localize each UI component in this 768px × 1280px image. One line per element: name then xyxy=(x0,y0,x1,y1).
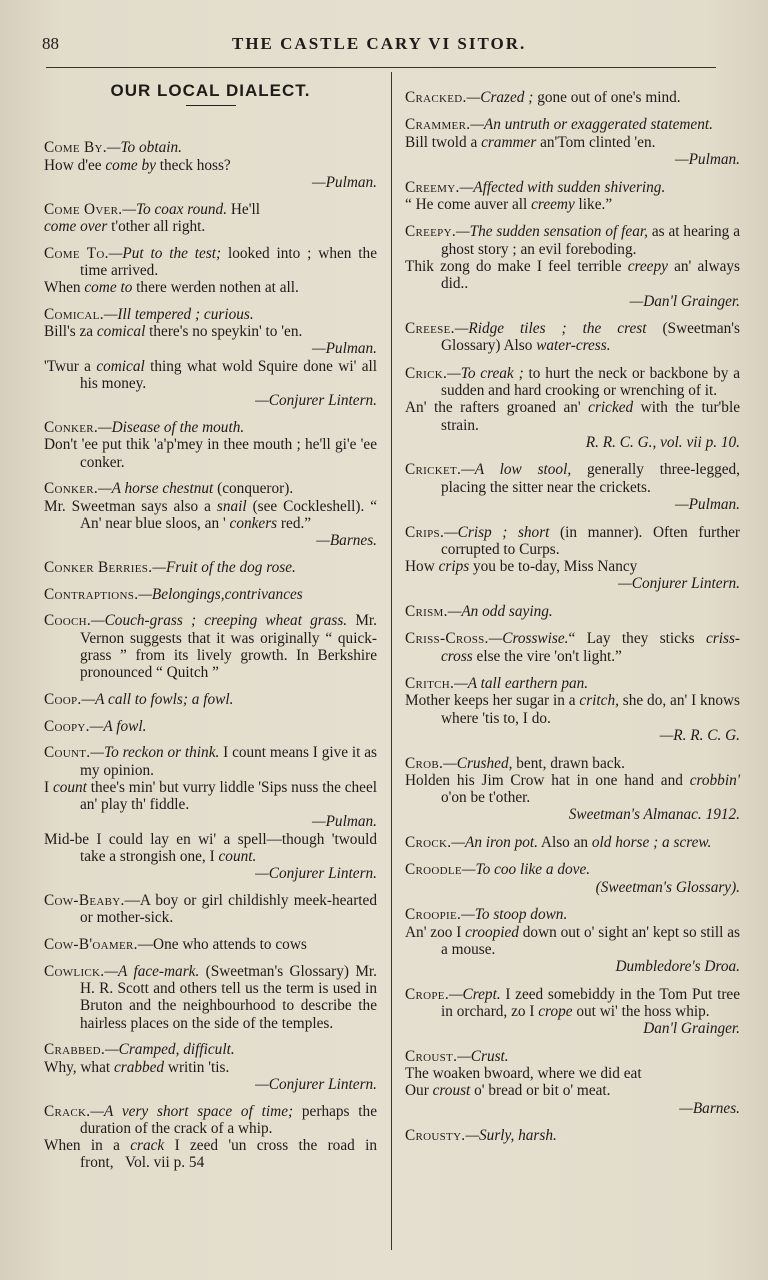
example-text: Thik zong do make I feel terrible xyxy=(405,257,628,275)
entry-citation: Dumbledore's Droa. xyxy=(615,958,740,976)
entry-headword: Crammer. xyxy=(405,116,471,134)
entry-citation: —Barnes. xyxy=(316,532,377,550)
entry-headword: Cracked. xyxy=(405,89,467,106)
example-italic: crammer xyxy=(481,133,537,151)
entry-citation: —Conjurer Lintern. xyxy=(255,1075,377,1093)
entry-citation: Dan'l Grainger. xyxy=(643,1020,740,1038)
entry-citation: —Pulman. xyxy=(311,813,377,831)
entry-note: —A boy or girl childishly meek-hearted or mother-sick. xyxy=(80,891,377,927)
entry-note: (Sweetman's Glossary) Mr. H. R. Scott and others tell us the term is used in Bruton and the neighbourhood to describe the hairless places on the side of the temples. xyxy=(80,962,377,1032)
entry-note: generally three-legged, placing the sitter near the crickets. xyxy=(441,461,740,496)
example-text: Our xyxy=(405,1082,433,1100)
example-text: like.” xyxy=(574,195,613,213)
example-text: thee's min' but vurry liddle 'Sips nuss the cheel an' play th' fiddle. xyxy=(80,778,377,814)
entry-definition: —Ridge tiles ; the crest xyxy=(454,320,647,338)
entry-example xyxy=(405,1064,740,1082)
entry-note-italic: water-cress. xyxy=(536,337,611,355)
entry-headword: Conker. xyxy=(44,419,99,437)
example-italic: comical xyxy=(96,323,146,341)
example-italic: crabbed xyxy=(113,1058,165,1076)
example-italic: crips xyxy=(438,558,470,576)
entry-note: I count means I give it as my opinion. xyxy=(80,744,377,779)
entry-example xyxy=(44,156,377,174)
example-text: there werden nothen at all. xyxy=(132,279,299,297)
entry-example xyxy=(44,1058,377,1076)
example-text: Mid-be I could lay en wi' a spell—though 'twould take a strongish one, I xyxy=(44,830,377,865)
dictionary-entry-crack xyxy=(44,1103,377,1172)
entry-example xyxy=(44,497,377,533)
entry-definition: —Fruit of the dog rose. xyxy=(152,558,296,576)
dictionary-entry-crousty xyxy=(405,1127,740,1144)
entry-definition: —To creak ; xyxy=(447,364,524,382)
entry-definition: —Put to the test; xyxy=(108,244,222,262)
dictionary-entry-croopie xyxy=(405,906,740,975)
left-column xyxy=(44,80,377,1181)
entry-note-italic: old horse ; a screw. xyxy=(591,833,712,851)
dictionary-entry-cowlick xyxy=(44,963,377,1032)
example-text: The woaken bwoard, where we did eat xyxy=(405,1064,642,1082)
entry-headword: Come To. xyxy=(44,244,109,262)
dictionary-entry-croodle xyxy=(405,861,740,896)
example-text: Mother keeps her sugar in a xyxy=(405,692,580,710)
entry-citation: —Pulman. xyxy=(674,496,740,514)
left-entries xyxy=(44,139,377,1171)
dictionary-entry-come-by xyxy=(44,139,377,191)
example-text: Mr. Sweetman says also a xyxy=(44,497,217,515)
entry-example xyxy=(44,778,377,814)
page-header xyxy=(42,30,716,60)
example-text: (see Cockleshell). “ An' near blue sloos, an ' xyxy=(80,497,377,532)
entry-citation: —Conjurer Lintern. xyxy=(255,865,377,883)
example-italic: critch, xyxy=(579,692,619,710)
dictionary-entry-count xyxy=(44,744,377,882)
entry-headword: Cricket. xyxy=(405,461,462,479)
entry-example xyxy=(405,923,740,959)
dictionary-entry-creese xyxy=(405,320,740,355)
page-number: 88 xyxy=(42,34,59,53)
dictionary-entry-come-over xyxy=(44,201,377,236)
entry-example xyxy=(44,436,377,471)
entry-headword: Conker. xyxy=(44,480,99,498)
dictionary-entry-cooch xyxy=(44,612,377,681)
dictionary-entry-crabbed xyxy=(44,1041,377,1093)
example-text: 'Twur a xyxy=(44,357,97,375)
dictionary-entry-crock xyxy=(405,834,740,851)
entry-definition: —Crept. xyxy=(448,985,501,1003)
entry-note: He'll xyxy=(227,200,260,218)
header-rule xyxy=(46,67,716,68)
example-text: you be to-day, Miss Nancy xyxy=(469,558,638,576)
entry-definition: —To coo like a dove. xyxy=(461,861,591,879)
example-text: with the tur'ble strain. xyxy=(441,399,740,434)
entry-headword: Count. xyxy=(44,744,91,762)
example-text: Bill's za xyxy=(44,323,97,341)
entry-definition: —Crazed ; xyxy=(466,89,534,106)
entry-citation: —Dan'l Grainger. xyxy=(629,292,740,310)
entry-example xyxy=(405,257,740,293)
dictionary-entry-crope xyxy=(405,986,740,1038)
entry-note: Also an xyxy=(537,833,592,851)
example-text: How d'ee xyxy=(44,156,106,174)
dictionary-entry-creemy xyxy=(405,179,740,214)
example-italic: conkers xyxy=(229,514,278,532)
entry-headword: Creemy. xyxy=(405,178,460,196)
dictionary-entry-croust xyxy=(405,1048,740,1117)
example-italic: creemy xyxy=(531,195,575,213)
entry-definition: —To reckon or think. xyxy=(90,744,220,762)
dictionary-entry-crism xyxy=(405,603,740,620)
dictionary-entry-cracked xyxy=(405,89,740,106)
entry-definition: —A very short space of time; xyxy=(90,1102,294,1120)
dictionary-entry-comical xyxy=(44,306,377,410)
entry-headword: Crock. xyxy=(405,833,452,851)
entry-definition: —A face-mark. xyxy=(104,962,200,980)
entry-headword: Croust. xyxy=(405,1047,458,1065)
example-text: o'on be t'other. xyxy=(441,789,531,807)
example-text: t'other all right. xyxy=(107,217,206,235)
entry-headword: Cow-B'oamer. xyxy=(44,935,138,953)
example-text: an'Tom clinted 'en. xyxy=(536,133,656,151)
example-text: red.” xyxy=(277,514,312,532)
example-text: Don't 'ee put thik 'a'p'mey in thee mouth ; he'll gi'e 'ee conker. xyxy=(44,436,377,471)
entry-headword: Comical. xyxy=(44,305,104,323)
entry-note: perhaps the duration of the crack of a whip. xyxy=(80,1102,377,1137)
entry-definition: —An odd saying. xyxy=(447,602,553,620)
dictionary-entry-cow-boamer xyxy=(44,936,377,953)
dictionary-entry-contraptions xyxy=(44,586,377,603)
entry-headword: Conker Berries. xyxy=(44,558,153,576)
right-column xyxy=(405,89,740,1155)
entry-headword: Criss-Cross. xyxy=(405,630,489,648)
entry-note: looked into ; when the time arrived. xyxy=(80,244,377,279)
entry-headword: Creese. xyxy=(405,320,455,338)
entry-definition: —Surly, harsh. xyxy=(465,1127,557,1145)
entry-example xyxy=(44,279,377,297)
entry-citation: R. R. C. G., vol. vii p. 10. xyxy=(585,433,740,451)
entry-example xyxy=(44,357,377,393)
example-italic: cricked xyxy=(588,399,634,417)
entry-note: (Sweetman's Glossary) Also xyxy=(441,320,740,355)
entry-headword: Coopy. xyxy=(44,717,90,735)
section-title: OUR LOCAL DIALECT. xyxy=(110,81,311,100)
dictionary-entry-criss-cross xyxy=(405,630,740,665)
dictionary-entry-conker-berries xyxy=(44,559,377,576)
entry-example xyxy=(405,771,740,807)
entry-note: —One who attends to cows xyxy=(137,935,307,953)
entry-headword: Coop. xyxy=(44,690,82,708)
entry-headword: Critch. xyxy=(405,675,455,693)
dictionary-entry-crick xyxy=(405,365,740,451)
dictionary-entry-coop xyxy=(44,691,377,708)
entry-definition: —Belongings,contrivances xyxy=(138,585,303,603)
example-text: o' bread or bit o' meat. xyxy=(470,1082,611,1100)
entry-headword: Cow-Beaby. xyxy=(44,891,125,909)
entry-definition: —A low stool, xyxy=(461,461,572,479)
dictionary-entry-conker-2 xyxy=(44,480,377,549)
entry-definition: —Crisp ; short xyxy=(444,523,550,541)
dictionary-entry-coopy xyxy=(44,718,377,735)
entry-definition: —Cramped, difficult. xyxy=(105,1041,235,1059)
example-text: I zeed 'un cross the road in front, xyxy=(80,1137,378,1172)
entry-headword: Crob. xyxy=(405,754,444,772)
running-title: THE CASTLE CARY VI SITOR. xyxy=(232,34,527,53)
entry-note: out wi' the hoss whip. xyxy=(572,1002,710,1020)
dictionary-entry-creepy xyxy=(405,223,740,309)
entry-example xyxy=(405,399,740,434)
entry-citation: —Barnes. xyxy=(679,1099,740,1117)
right-entries xyxy=(405,89,740,1144)
entry-definition: —A tall earthern pan. xyxy=(454,675,589,693)
example-text: theck hoss? xyxy=(155,156,231,174)
entry-note-italic: criss-cross xyxy=(441,630,740,665)
entry-citation: —R. R. C. G. xyxy=(659,727,740,745)
entry-citation: —Pulman. xyxy=(674,151,740,169)
example-italic: comical xyxy=(96,357,145,375)
entry-definition: —To stoop down. xyxy=(461,906,568,924)
dictionary-entry-cow-beaby xyxy=(44,892,377,927)
entry-citation: —Pulman. xyxy=(311,340,377,358)
entry-citation: —Conjurer Lintern. xyxy=(618,575,740,593)
entry-definition: —Couch-grass ; creeping wheat grass. xyxy=(91,612,348,630)
entry-headword: Crips. xyxy=(405,523,445,541)
example-text: An' zoo I xyxy=(405,923,466,941)
entry-definition: —The sudden sensation of fear, xyxy=(455,223,648,241)
example-italic: count xyxy=(52,778,87,796)
entry-definition: —A fowl. xyxy=(89,717,147,735)
example-text: Bill twold a xyxy=(405,133,482,151)
example-text: How xyxy=(405,558,439,576)
entry-example xyxy=(44,830,377,866)
entry-headword: Come By. xyxy=(44,139,107,157)
entry-note: gone out of one's mind. xyxy=(533,89,681,106)
example-text: down out o' sight an' kept so still as a mouse. xyxy=(441,923,740,958)
example-text: When xyxy=(44,279,85,297)
example-italic: come by xyxy=(105,156,156,174)
entry-definition: —An untruth or exaggerated statement. xyxy=(470,116,713,134)
dictionary-entry-conker-1 xyxy=(44,419,377,471)
example-text: writin 'tis. xyxy=(164,1058,230,1076)
entry-definition: —A call to fowls; a fowl. xyxy=(81,690,234,708)
example-italic: crobbin' xyxy=(689,771,740,789)
dictionary-entry-cricket xyxy=(405,461,740,513)
dictionary-entry-crammer xyxy=(405,116,740,168)
entry-definition: —Crushed, xyxy=(443,754,513,772)
dictionary-entry-critch xyxy=(405,675,740,744)
example-text: Vol. vii p. 54 xyxy=(113,1154,205,1172)
entry-example xyxy=(405,692,740,727)
entry-definition: —Crosswise. xyxy=(488,630,569,648)
entry-example xyxy=(44,217,377,235)
entry-definition: —Ill tempered ; curious. xyxy=(103,305,254,323)
example-italic: come over xyxy=(44,217,108,235)
entry-note: “ Lay they sticks xyxy=(568,630,706,648)
entry-headword: Croopie. xyxy=(405,906,462,924)
entry-note: else the vire 'on't light.” xyxy=(472,647,622,665)
entry-example xyxy=(405,133,740,151)
entry-citation: —Pulman. xyxy=(311,173,377,191)
entry-note: to hurt the neck or backbone by a sudden and hard crooking or wrenching of it. xyxy=(441,364,741,400)
example-italic: snail xyxy=(216,497,247,515)
entry-citation: Sweetman's Almanac. 1912. xyxy=(568,806,740,824)
entry-note: as at hearing a ghost story ; an evil foreboding. xyxy=(441,223,740,258)
entry-headword: Crack. xyxy=(44,1102,91,1120)
entry-citation: (Sweetman's Glossary). xyxy=(595,878,740,896)
entry-example xyxy=(44,323,377,341)
entry-headword: Creepy. xyxy=(405,223,456,241)
entry-headword: Cooch. xyxy=(44,612,91,630)
dictionary-entry-crips xyxy=(405,524,740,593)
example-italic: come to xyxy=(84,279,133,297)
entry-definition: —To coax round. xyxy=(122,200,228,218)
example-italic: croust xyxy=(432,1082,471,1100)
entry-note: bent, drawn back. xyxy=(512,754,625,772)
entry-definition: —A horse chestnut xyxy=(98,480,214,498)
entry-definition: —Disease of the mouth. xyxy=(98,419,245,437)
entry-note: I zeed somebiddy in the Tom Put tree in orchard, zo I xyxy=(441,985,740,1020)
example-text: there's no speykin' to 'en. xyxy=(145,323,303,341)
example-italic: crack xyxy=(130,1137,165,1155)
example-text: she do, an' I knows where 'tis to, I do. xyxy=(441,692,740,727)
entry-example xyxy=(405,558,740,576)
example-text: an' always did.. xyxy=(441,257,740,293)
entry-note-italic: crope xyxy=(538,1002,573,1020)
example-text: An' the rafters groaned an' xyxy=(405,399,589,417)
title-rule xyxy=(186,105,236,106)
entry-note: Mr. Vernon suggests that it was originally “ quick-grass ” from its lively growth. In Berkshire pronounced “ Quitch ” xyxy=(80,612,377,682)
entry-definition: —To obtain. xyxy=(106,139,182,157)
example-text: “ He come auver all xyxy=(405,195,532,213)
entry-definition: —Crust. xyxy=(457,1047,509,1065)
entry-example xyxy=(44,1137,378,1172)
entry-headword: Croodle xyxy=(405,861,462,879)
column-divider xyxy=(391,72,392,1250)
entry-headword: Crabbed. xyxy=(44,1041,106,1059)
entry-headword: Cowlick. xyxy=(44,962,105,980)
example-text: I xyxy=(44,778,53,796)
entry-headword: Crism. xyxy=(405,602,448,620)
example-text: thing what wold Squire done wi' all his money. xyxy=(80,357,377,393)
example-text: Holden his Jim Crow hat in one hand and xyxy=(405,771,690,789)
entry-example xyxy=(405,1082,740,1100)
example-text: When in a xyxy=(44,1137,131,1155)
dictionary-entry-come-to xyxy=(44,245,377,297)
entry-headword: Crousty. xyxy=(405,1127,466,1145)
entry-note: (conqueror). xyxy=(213,480,294,498)
example-italic: count. xyxy=(218,847,257,865)
dictionary-entry-crob xyxy=(405,755,740,824)
entry-headword: Crick. xyxy=(405,364,448,382)
example-text: Why, what xyxy=(44,1058,114,1076)
entry-definition: —Affected with sudden shivering. xyxy=(459,178,666,196)
entry-citation: —Conjurer Lintern. xyxy=(255,392,377,410)
entry-headword: Contraptions. xyxy=(44,585,139,603)
entry-headword: Crope. xyxy=(405,985,449,1003)
entry-note: (in manner). Often further corrupted to Curps. xyxy=(441,523,740,558)
entry-example xyxy=(405,195,740,213)
example-italic: creepy xyxy=(627,257,668,275)
example-italic: croopied xyxy=(465,923,519,941)
entry-definition: —An iron pot. xyxy=(451,833,538,851)
entry-headword: Come Over. xyxy=(44,200,123,218)
